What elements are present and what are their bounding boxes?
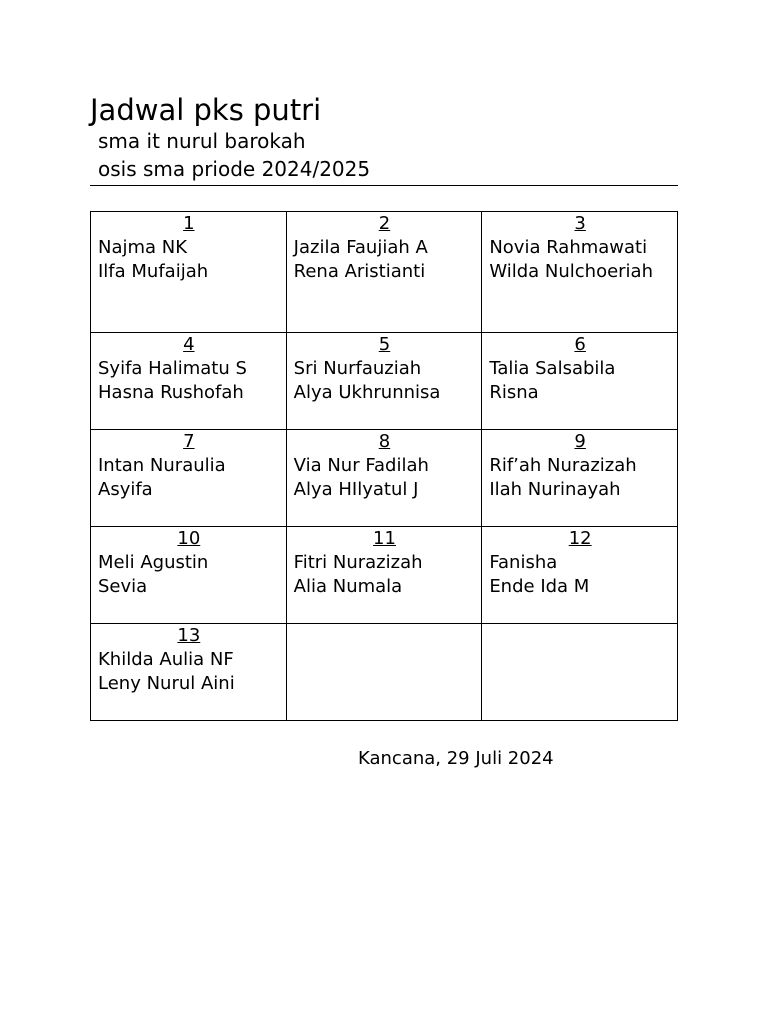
member-name: Fanisha (489, 552, 558, 573)
member-name: Meli Agustin (98, 552, 209, 573)
group-number: 3 (574, 213, 586, 234)
member-name: Alya HIlyatul J (293, 479, 419, 500)
group-cell (286, 212, 482, 333)
group-cell (91, 430, 287, 527)
group-number: 10 (177, 528, 201, 549)
group-number: 13 (177, 625, 201, 646)
member-name: Asyifa (98, 479, 153, 500)
group-number: 5 (378, 334, 391, 355)
empty-cell (286, 624, 482, 721)
table-row (91, 333, 678, 430)
group-cell (482, 333, 678, 430)
group-number: 2 (378, 213, 391, 234)
group-number: 11 (373, 528, 396, 549)
group-cell (286, 527, 482, 624)
group-cell (482, 527, 678, 624)
group-number: 9 (574, 431, 586, 452)
member-name: Sevia (98, 576, 148, 597)
member-name: Via Nur Fadilah (293, 455, 429, 476)
member-name: Intan Nuraulia (98, 455, 226, 476)
member-name: Khilda Aulia NF (98, 649, 234, 670)
group-number: 4 (183, 334, 195, 355)
member-name: Leny Nurul Aini (98, 673, 235, 694)
member-name: Najma NK (98, 237, 188, 258)
group-number: 8 (378, 431, 391, 452)
group-cell (286, 430, 482, 527)
member-name: Novia Rahmawati (489, 237, 648, 258)
group-cell (91, 527, 287, 624)
table-row (91, 624, 678, 721)
group-cell (482, 430, 678, 527)
group-cell (91, 624, 287, 721)
group-number: 12 (568, 528, 592, 549)
header-divider (90, 185, 678, 186)
table-row (91, 212, 678, 333)
member-name: Wilda Nulchoeriah (489, 261, 653, 282)
member-name: Alia Numala (293, 576, 403, 597)
member-name: Hasna Rushofah (98, 382, 244, 403)
member-name: Jazila Faujiah A (293, 237, 428, 258)
empty-cell (482, 624, 678, 721)
place-date: Kancana, 29 Juli 2024 (358, 748, 554, 769)
member-name: Ilah Nurinayah (489, 479, 621, 500)
member-name: Ilfa Mufaijah (98, 261, 209, 282)
group-cell (91, 333, 287, 430)
schedule-table (90, 211, 678, 721)
group-number: 7 (183, 431, 195, 452)
member-name: Rena Aristianti (293, 261, 426, 282)
member-name: Syifa Halimatu S (98, 358, 247, 379)
organization-period: osis sma priode 2024/2025 (98, 157, 371, 181)
member-name: Talia Salsabila (489, 358, 616, 379)
school-name: sma it nurul barokah (98, 129, 306, 153)
table-row (91, 430, 678, 527)
group-number: 6 (574, 334, 586, 355)
member-name: Alya Ukhrunnisa (293, 382, 441, 403)
member-name: Risna (489, 382, 539, 403)
member-name: Ende Ida M (489, 576, 590, 597)
group-cell (482, 212, 678, 333)
member-name: Fitri Nurazizah (293, 552, 423, 573)
table-row (91, 527, 678, 624)
member-name: Rif’ah Nurazizah (489, 455, 637, 476)
group-cell (286, 333, 482, 430)
member-name: Sri Nurfauziah (293, 358, 422, 379)
group-number: 1 (183, 213, 195, 234)
page-title: Jadwal pks putri (90, 93, 322, 127)
group-cell (91, 212, 287, 333)
